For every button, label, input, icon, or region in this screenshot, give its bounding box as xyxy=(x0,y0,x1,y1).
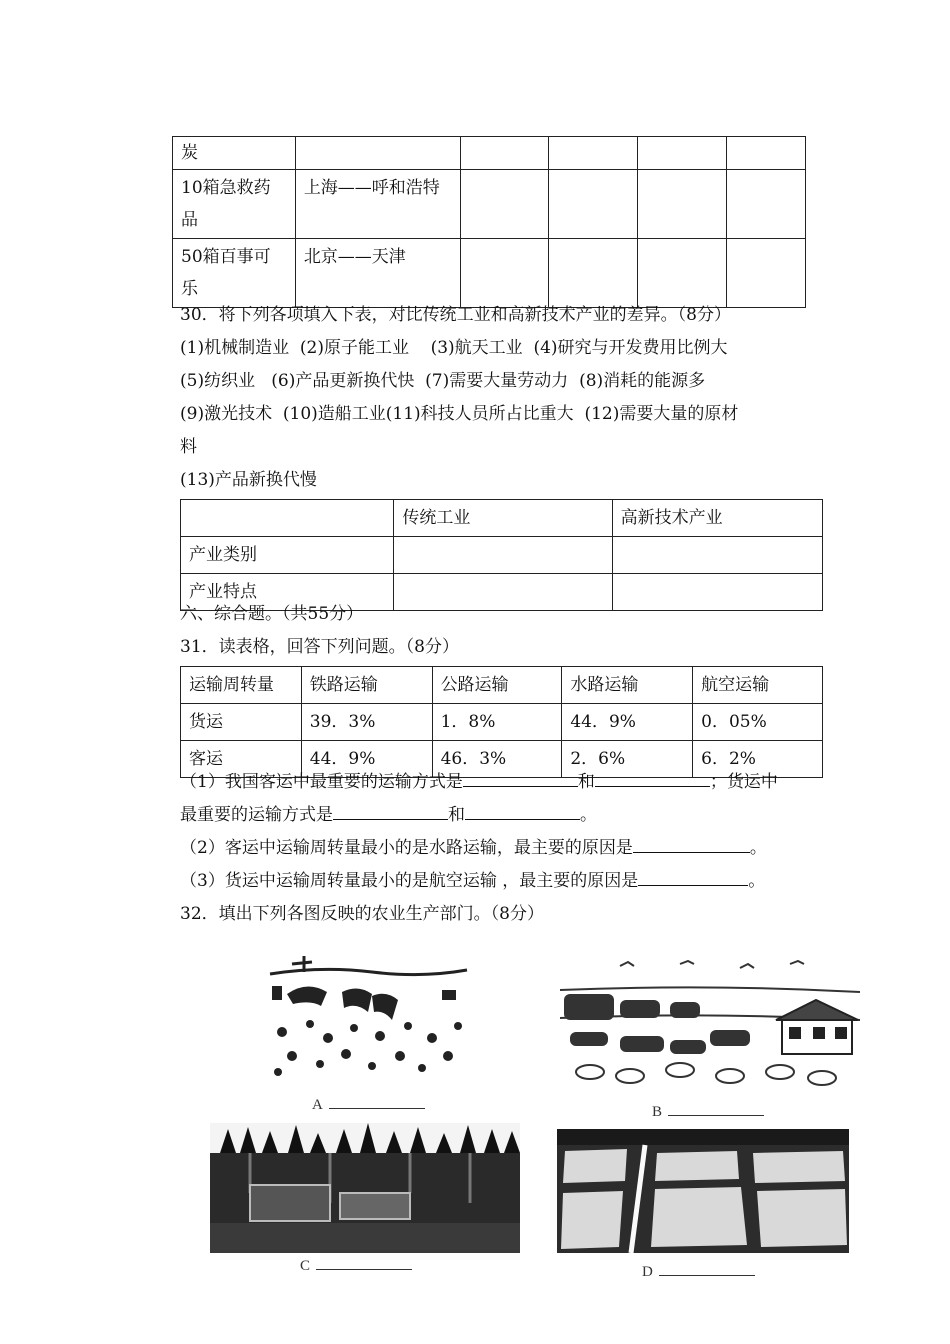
answer-blank[interactable] xyxy=(633,834,750,853)
table-row xyxy=(181,667,823,704)
table-row xyxy=(173,170,806,239)
table-cell xyxy=(460,239,549,308)
answer-blank[interactable] xyxy=(316,1257,412,1270)
question-text: 和 xyxy=(448,805,465,825)
caption-letter: B xyxy=(652,1104,663,1120)
farming-picture-d xyxy=(557,1129,849,1253)
transport-share-table xyxy=(180,666,823,778)
question-text: ；货运中 xyxy=(709,772,778,792)
question-31-title: 31．读表格，回答下列问题。（8分） xyxy=(180,637,459,657)
table-row xyxy=(181,500,823,537)
table-cell: 44．9% xyxy=(301,741,432,778)
table-cell: 北京——天津 xyxy=(295,239,460,308)
question-30-items: 料 xyxy=(180,437,197,457)
table-header: 航空运输 xyxy=(693,667,823,704)
table-header: 传统工业 xyxy=(394,500,612,537)
table-cell xyxy=(549,137,638,170)
table-cell: 46．3% xyxy=(432,741,562,778)
caption-c xyxy=(300,1257,412,1275)
table-cell xyxy=(638,170,727,239)
table-cell xyxy=(549,239,638,308)
question-text: 。 xyxy=(748,871,766,891)
table-cell xyxy=(295,137,460,170)
answer-blank[interactable] xyxy=(659,1263,755,1276)
question-30-items: (9)激光技术 (10)造船工业(11)科技人员所占比重大 (12)需要大量的原材 xyxy=(180,404,739,424)
question-32-title: 32．填出下列各图反映的农业生产部门。（8分） xyxy=(180,904,544,924)
table-cell: 客运 xyxy=(181,741,302,778)
table-cell: 1．8% xyxy=(432,704,562,741)
table-cell: 产业类别 xyxy=(181,537,394,574)
question-31-part-2 xyxy=(180,832,767,865)
table-cell: 上海——呼和浩特 xyxy=(295,170,460,239)
question-text: 最重要的运输方式是 xyxy=(180,805,333,825)
question-31-part-1 xyxy=(180,766,778,799)
question-text: 。 xyxy=(580,805,597,825)
answer-blank[interactable] xyxy=(638,867,748,886)
table-cell[interactable] xyxy=(394,574,612,611)
question-30-items: (13)产品新换代慢 xyxy=(180,470,317,490)
question-text: （2）客运中运输周转量最小的是水路运输，最主要的原因是 xyxy=(180,838,633,858)
farming-picture-a xyxy=(262,952,472,1084)
table-cell: 39．3% xyxy=(301,704,432,741)
farming-picture-c xyxy=(210,1123,520,1253)
question-text: （3）货运中运输周转量最小的是航空运输 ，最主要的原因是 xyxy=(180,871,639,891)
table-row xyxy=(173,239,806,308)
table-cell[interactable] xyxy=(612,537,822,574)
table-cell xyxy=(727,170,806,239)
table-cell xyxy=(727,239,806,308)
table-header: 运输周转量 xyxy=(181,667,302,704)
caption-b xyxy=(652,1103,764,1121)
table-header: 高新技术产业 xyxy=(612,500,822,537)
question-text: 和 xyxy=(577,772,595,792)
table-header: 水路运输 xyxy=(562,667,693,704)
question-text: 。 xyxy=(749,838,767,858)
table-cell: 货运 xyxy=(181,704,302,741)
table-cell: 产业特点 xyxy=(181,574,394,611)
table-cell xyxy=(549,170,638,239)
caption-letter: C xyxy=(300,1258,311,1274)
caption-letter: D xyxy=(642,1264,653,1280)
question-text: （1）我国客运中最重要的运输方式是 xyxy=(180,772,463,792)
table-cell: 50箱百事可乐 xyxy=(173,239,296,308)
farming-picture-b xyxy=(560,960,860,1090)
question-30-items: (1)机械制造业 (2)原子能工业 (3)航天工业 (4)研究与开发费用比例大 xyxy=(180,338,728,358)
table-header xyxy=(181,500,394,537)
question-30-title: 30．将下列各项填入下表，对比传统工业和高新技术产业的差异。（8分） xyxy=(180,305,731,325)
section-title: 六、综合题。（共55分） xyxy=(180,604,364,624)
table-cell: 0．05% xyxy=(693,704,823,741)
answer-blank[interactable] xyxy=(329,1096,425,1109)
industry-table xyxy=(180,499,823,611)
table-cell xyxy=(460,170,549,239)
table-cell: 2．6% xyxy=(562,741,693,778)
table-row xyxy=(173,137,806,170)
table-cell[interactable] xyxy=(394,537,612,574)
transport-table xyxy=(172,136,806,308)
caption-a xyxy=(312,1096,425,1114)
answer-blank[interactable] xyxy=(463,768,578,787)
question-31-part-1-cont xyxy=(180,799,597,832)
table-cell: 炭 xyxy=(173,137,296,170)
answer-blank[interactable] xyxy=(668,1103,764,1116)
table-cell xyxy=(460,137,549,170)
answer-blank[interactable] xyxy=(595,768,710,787)
table-row xyxy=(181,537,823,574)
caption-letter: A xyxy=(312,1097,323,1113)
answer-blank[interactable] xyxy=(333,801,448,820)
table-cell[interactable] xyxy=(612,574,822,611)
question-31-part-3 xyxy=(180,865,765,898)
table-cell: 6．2% xyxy=(693,741,823,778)
table-header: 公路运输 xyxy=(432,667,562,704)
table-cell: 10箱急救药品 xyxy=(173,170,296,239)
answer-blank[interactable] xyxy=(465,801,580,820)
table-header: 铁路运输 xyxy=(301,667,432,704)
question-30-items: (5)纺织业 (6)产品更新换代快 (7)需要大量劳动力 (8)消耗的能源多 xyxy=(180,371,706,391)
table-row xyxy=(181,704,823,741)
table-cell: 44．9% xyxy=(562,704,693,741)
caption-d xyxy=(642,1263,755,1281)
table-cell xyxy=(727,137,806,170)
table-cell xyxy=(638,137,727,170)
table-cell xyxy=(638,239,727,308)
